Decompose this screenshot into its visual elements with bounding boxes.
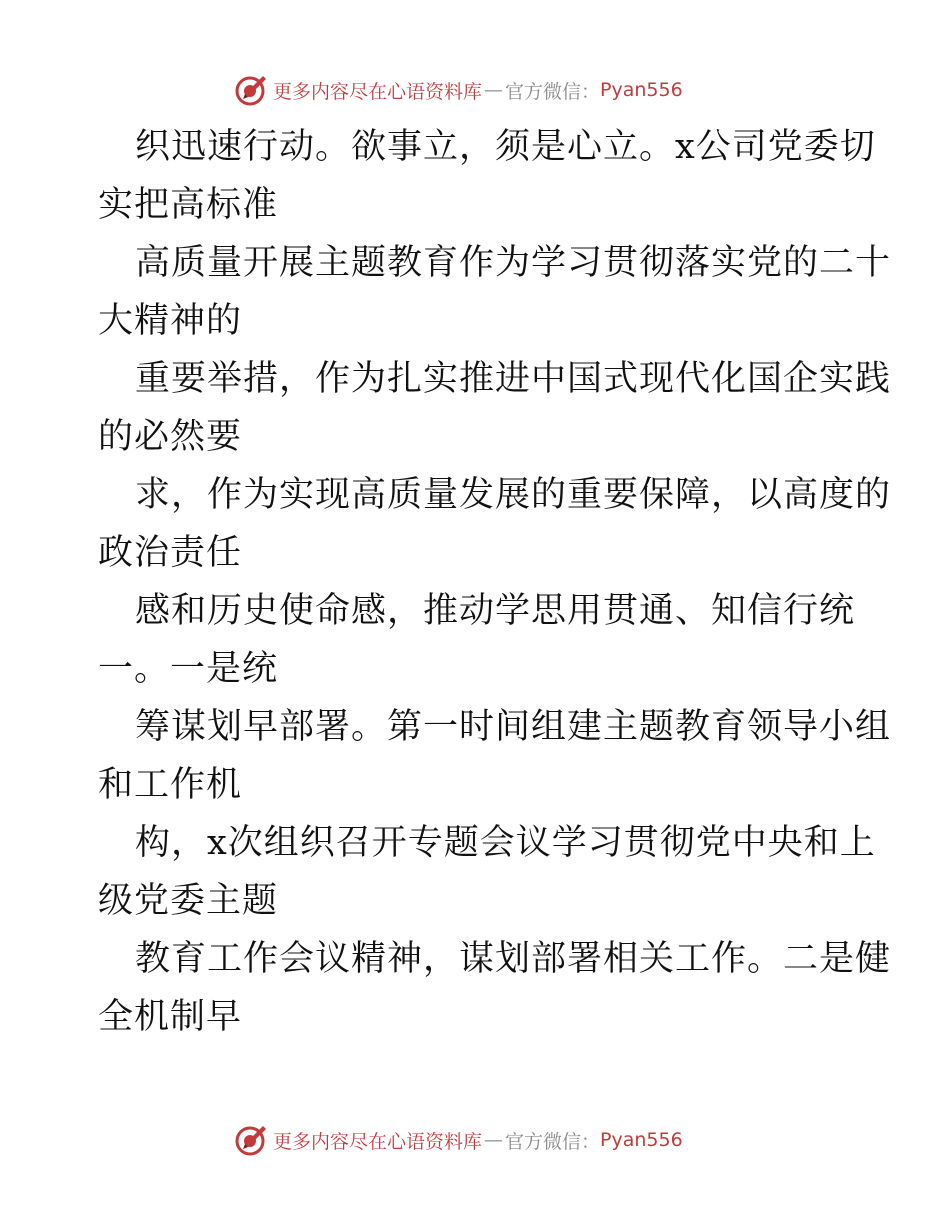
text-line: 感和历史使命感，推动学思用贯通、知信行统 (135, 591, 856, 631)
watermark-separator: — (484, 1129, 504, 1151)
text-line: 一。一是统 (98, 649, 279, 689)
text-line: 高质量开展主题教育作为学习贯彻落实党的二十 (135, 243, 892, 283)
watermark-text: 更多内容尽在心语资料库 (273, 1130, 483, 1153)
text-line: 筹谋划早部署。第一时间组建主题教育领导小组 (135, 707, 892, 747)
document-body (98, 118, 892, 1046)
text-line: 求，作为实现高质量发展的重要保障，以高度的 (135, 475, 892, 515)
watermark-text: 更多内容尽在心语资料库 (273, 80, 483, 103)
text-line: 级党委主题 (98, 881, 279, 921)
text-line: 构，x次组织召开专题会议学习贯彻党中央和上 (135, 823, 876, 863)
text-line: 教育工作会议精神，谋划部署相关工作。二是健 (135, 939, 892, 979)
watermark-subtitle: 官方微信： (505, 80, 601, 103)
text-line: 大精神的 (98, 301, 243, 341)
watermark-subtitle: 官方微信： (505, 1130, 601, 1153)
watermark-account: Pyan556 (600, 1129, 683, 1151)
header-watermark (233, 72, 683, 108)
text-line: 重要举措，作为扎实推进中国式现代化国企实践 (135, 359, 892, 399)
text-line: 政治责任 (98, 533, 243, 573)
text-line: 的必然要 (98, 417, 243, 457)
watermark-account: Pyan556 (600, 79, 683, 101)
text-line: 织迅速行动。欲事立，须是心立。x公司党委切 (135, 127, 876, 167)
footer-watermark (233, 1122, 683, 1158)
text-line: 和工作机 (98, 765, 243, 805)
pen-circle-logo-icon (233, 1122, 269, 1158)
text-line: 实把高标准 (98, 185, 279, 225)
watermark-separator: — (484, 79, 504, 101)
text-line: 全机制早 (98, 997, 243, 1037)
pen-circle-logo-icon (233, 72, 269, 108)
